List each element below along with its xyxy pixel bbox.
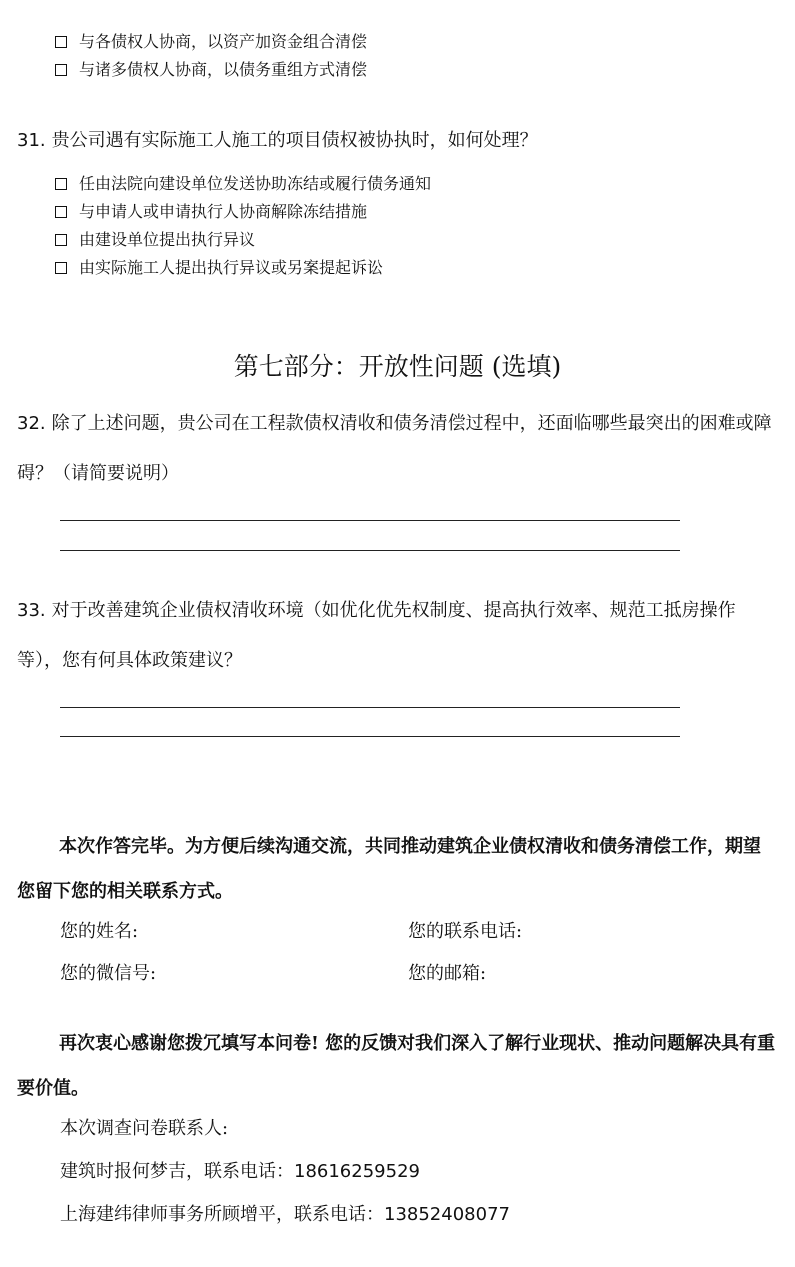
contact-header: 本次调查问卷联系人: xyxy=(60,1118,229,1139)
q31-option-4[interactable] xyxy=(55,258,383,278)
q33-answer-line-2[interactable] xyxy=(60,736,680,737)
checkbox[interactable] xyxy=(55,262,67,274)
contact-person-1 xyxy=(60,1160,420,1184)
question-number: 31. xyxy=(17,130,46,151)
q33-answer-line-1[interactable] xyxy=(60,707,680,708)
checkbox[interactable] xyxy=(55,178,67,190)
contact-person-1-label: 建筑时报何梦吉，联系电话： xyxy=(60,1161,294,1182)
contact-person-2 xyxy=(60,1203,510,1227)
q33-title xyxy=(17,586,777,686)
option-label: 与申请人或申请执行人协商解除冻结措施 xyxy=(79,202,368,221)
question-text: 除了上述问题，贵公司在工程款债权清收和债务清偿过程中，还面临哪些最突出的困难或障碍？（请简要说明） xyxy=(17,413,772,484)
option-label: 与各债权人协商，以资产加资金组合清偿 xyxy=(79,32,368,51)
q31-title xyxy=(17,129,538,153)
phone-field[interactable]: 您的联系电话: xyxy=(408,921,523,942)
completion-message: 本次作答完毕。为方便后续沟通交流，共同推动建筑企业债权清收和债务清偿工作，期望您留下您的相关联系方式。 xyxy=(17,836,761,902)
q32-title xyxy=(17,399,777,499)
question-number: 32. xyxy=(17,413,46,434)
wechat-field[interactable]: 您的微信号: xyxy=(60,963,157,984)
question-text: 对于改善建筑企业债权清收环境（如优化优先权制度、提高执行效率、规范工抵房操作等），您有何具体政策建议？ xyxy=(17,600,736,671)
contact-person-1-phone[interactable]: 18616259529 xyxy=(294,1161,420,1182)
q31-option-1[interactable] xyxy=(55,174,431,194)
checkbox[interactable] xyxy=(55,206,67,218)
contact-person-2-label: 上海建纬律师事务所顾增平，联系电话： xyxy=(60,1204,384,1225)
option-label: 由实际施工人提出执行异议或另案提起诉讼 xyxy=(79,258,384,277)
thanks-message: 再次衷心感谢您拨冗填写本问卷! 您的反馈对我们深入了解行业现状、推动问题解决具有重要价值。 xyxy=(17,1033,776,1099)
name-field[interactable]: 您的姓名: xyxy=(60,921,139,942)
checkbox[interactable] xyxy=(55,36,67,48)
question-text: 贵公司遇有实际施工人施工的项目债权被协执时，如何处理？ xyxy=(51,130,538,151)
question-number: 33. xyxy=(17,600,46,621)
option-label: 由建设单位提出执行异议 xyxy=(79,230,256,249)
contact-person-2-phone[interactable]: 13852408077 xyxy=(384,1204,510,1225)
q30-option-5[interactable] xyxy=(55,32,367,52)
option-label: 任由法院向建设单位发送协助冻结或履行债务通知 xyxy=(79,174,432,193)
section-heading: 第七部分：开放性问题 (选填) xyxy=(233,352,562,381)
checkbox[interactable] xyxy=(55,234,67,246)
q32-answer-line-1[interactable] xyxy=(60,520,680,521)
q30-option-6[interactable] xyxy=(55,60,367,80)
email-field[interactable]: 您的邮箱: xyxy=(408,963,487,984)
q31-option-2[interactable] xyxy=(55,202,367,222)
checkbox[interactable] xyxy=(55,64,67,76)
option-label: 与诸多债权人协商，以债务重组方式清偿 xyxy=(79,60,368,79)
q31-option-3[interactable] xyxy=(55,230,255,250)
q32-answer-line-2[interactable] xyxy=(60,550,680,551)
